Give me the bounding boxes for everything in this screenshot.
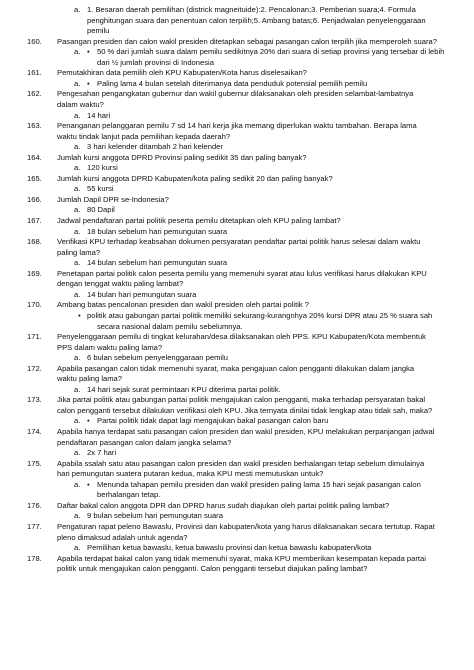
question-number: 166. bbox=[27, 194, 42, 204]
answer-letter: a. bbox=[74, 142, 81, 152]
answer-letter: a. bbox=[74, 258, 81, 268]
answer-letter: a. bbox=[74, 353, 81, 363]
question-text-cont: pleno dimaksud adalah untuk agenda? bbox=[57, 532, 188, 542]
question-text-cont: dalam waktu? bbox=[57, 99, 104, 109]
question-number: 165. bbox=[27, 173, 42, 183]
question-text-cont: waktu paling lama? bbox=[57, 374, 123, 384]
answer-letter: a. bbox=[74, 511, 81, 521]
bullet-icon: ▪ bbox=[87, 78, 90, 88]
bullet-icon: ▪ bbox=[87, 47, 90, 57]
question-text: Jumlah kursi anggota DPRD Provinsi paling sedikit 35 dan paling banyak? bbox=[57, 152, 307, 162]
answer-text-cont: pemilu bbox=[87, 26, 110, 36]
question-number: 175. bbox=[27, 458, 42, 468]
question-text: Apabila pasangan calon tidak memenuhi syarat, maka pengajuan calon pengganti dilakukan dalam jangka bbox=[57, 363, 415, 373]
answer-letter: a. bbox=[74, 479, 81, 489]
question-text: Pengaturan rapat peleno Bawaslu, Provinsi dan kabupaten/kota yang harus dilaksanakan secara tertutup. Rapat bbox=[57, 521, 435, 531]
answer-letter: a. bbox=[74, 47, 81, 57]
question-text: Verifikasi KPU terhadap keabsahan dokumen persyaratan pendaftar partai politik harus selesai dalam waktu bbox=[57, 237, 421, 247]
question-text-cont: politik untuk mengajukan calon pengganti. Calon pengganti tersebut diajukan paling lambat? bbox=[57, 564, 368, 574]
question-number: 160. bbox=[27, 36, 42, 46]
question-text: Jika partai politik atau gabungan partai politik mengajukan calon pengganti, maka terhadap persyaratan bakal bbox=[57, 395, 426, 405]
answer-text: 2x 7 hari bbox=[87, 448, 117, 458]
answer-letter: a. bbox=[74, 163, 81, 173]
question-number: 161. bbox=[27, 68, 42, 78]
question-number: 172. bbox=[27, 363, 42, 373]
question-text: Penyelenggaraan pemilu di tingkat kelurahan/desa dilaksanakan oleh PPS. KPU Kabupaten/Kota membentuk bbox=[57, 332, 426, 342]
answer-text: Pemilihan ketua bawaslu, ketua bawaslu provinsi dan ketua bawaslu kabupaten/kota bbox=[87, 543, 372, 553]
question-number: 168. bbox=[27, 237, 42, 247]
answer-text: 14 hari sejak surat permintaan KPU diterima partai politik. bbox=[87, 384, 281, 394]
answer-letter: a. bbox=[74, 289, 81, 299]
answer-text: politik atau gabungan partai politik memiliki sekurang-kurangnhya 20% kursi DPR atau 25 % suara sah bbox=[87, 310, 433, 320]
question-text: Daftar bakal calon anggota DPR dan DPRD harus sudah diajukan oleh partai politik paling lambat? bbox=[57, 500, 390, 510]
question-number: 174. bbox=[27, 427, 42, 436]
answer-letter: a. bbox=[74, 543, 81, 553]
answer-letter: a. bbox=[74, 416, 81, 426]
answer-text: 14 bulan sebelum hari pemungutan suara bbox=[87, 258, 228, 268]
answer-text: Partai politik tidak dapat lagi mengajukan bakal pasangan calon baru bbox=[97, 416, 329, 426]
answer-text: 18 bulan sebelum hari pemungutan suara bbox=[87, 226, 228, 236]
answer-letter: a. bbox=[74, 205, 81, 215]
question-text-cont: calon pengganti tersebut dilakukan verifikasi oleh KPU. Jika ternyata dinilai tidak lengkap atau tidak sah, maka? bbox=[57, 405, 433, 415]
answer-text: 3 hari kelender ditambah 2 hari kelender bbox=[87, 142, 223, 152]
question-text: Pasangan presiden dan calon wakil presiden ditetapkan sebagai pasangan calon terpilih jika memperoleh suara? bbox=[57, 36, 437, 46]
question-text-cont: hari pemungutan suatera putaran kedua, maka KPU mesti memutuskan untuk? bbox=[57, 469, 324, 479]
answer-text: 120 kursi bbox=[87, 163, 118, 173]
answer-text: Paling lama 4 bulan setelah diterimanya data penduduk potensial pemilih pemilu bbox=[97, 78, 368, 88]
answer-text: 6 bulan sebelum penyelenggaraan pemilu bbox=[87, 353, 229, 363]
question-text: Apabila ssalah satu atau pasangan calon presiden dan wakil presiden berhalangan tetap sebelum dimulainya bbox=[57, 458, 425, 468]
answer-letter: a. bbox=[74, 5, 81, 14]
question-text: Jumlah Dapil DPR se-Indonesia? bbox=[57, 194, 169, 204]
question-number: 173. bbox=[27, 395, 42, 405]
answer-text-cont: penghitungan suara dan penentuan calon terpilih;5. Ambang batas;6. Penjadwalan penyelenggaraan bbox=[87, 15, 426, 25]
answer-text: Menunda tahapan pemilu presiden dan wakil presiden paling lama 15 hari sejak pasangan calon bbox=[97, 479, 421, 489]
answer-text: 80 Dapil bbox=[87, 205, 115, 215]
question-number: 178. bbox=[27, 553, 42, 563]
answer-text-cont: berhalangan tetap. bbox=[97, 490, 161, 500]
question-text: Jumlah kursi anggota DPRD Kabupaten/kota paling sedikit 20 dan paling banyak? bbox=[57, 173, 333, 183]
question-number: 169. bbox=[27, 268, 42, 278]
question-number: 164. bbox=[27, 152, 42, 162]
answer-text: 55 kursi bbox=[87, 184, 114, 194]
question-text: Pemutakhiran data pemilih oleh KPU Kabupaten/Kota harus diselesaikan? bbox=[57, 68, 307, 78]
bullet-icon: ▪ bbox=[87, 479, 90, 489]
question-text-cont: waktu tindak lanjut pada pemilihan kepada daerah? bbox=[57, 131, 231, 141]
answer-text-cont: dari ½ jumlah provinsi di Indonesia bbox=[97, 57, 214, 67]
answer-text-cont: secara nasional dalam pemilu sebelumnya. bbox=[97, 321, 243, 331]
answer-text: 9 bulan sebelum hari pemungutan suara bbox=[87, 511, 223, 521]
answer-letter: a. bbox=[74, 226, 81, 236]
answer-letter: a. bbox=[74, 110, 81, 120]
question-text: Apabila terdapat bakal calon yang tidak memenuhi syarat, maka KPU memberikan kesempatan kepada partai bbox=[57, 553, 426, 563]
question-text-cont: PPS dalam waktu paling lama? bbox=[57, 342, 163, 352]
question-text: Pengesahan pengangkatan gubernur dan wakil gubernur dilaksanakan oleh presiden selambat-lambatnya bbox=[57, 89, 414, 99]
question-text: Ambang batas pencalonan presiden dan wakil presiden oleh partai politik ? bbox=[57, 300, 310, 310]
question-text-cont: paling lama? bbox=[57, 247, 101, 257]
question-text: Penanganan pelanggaran pemilu 7 sd 14 hari kerja jika memang diperlukan waktu tambahan. Berapa lama bbox=[57, 121, 417, 131]
question-number: 170. bbox=[27, 300, 42, 310]
answer-letter: a. bbox=[74, 78, 81, 88]
question-text: Apabila hanya terdapat satu pasangan calon presiden dan wakil presiden, KPU melakukan perpanjangan jadwal bbox=[57, 427, 435, 436]
answer-text: 50 % dari jumlah suara dalam pemilu sedikitnya 20% dari suara di setiap provinsi yang tersebar di lebih bbox=[97, 47, 445, 57]
question-text: Penetapan partai politik calon peserta pemilu yang memenuhi syarat atau lulus verifikasi harus dilakukan KPU bbox=[57, 268, 427, 278]
question-text: Jadwal pendaftaran partai politik peserta pemilu ditetapkan oleh KPU paling lambat? bbox=[57, 216, 341, 225]
question-number: 163. bbox=[27, 121, 42, 131]
answer-letter: a. bbox=[74, 448, 81, 458]
answer-text: 14 hari bbox=[87, 110, 111, 120]
question-number: 177. bbox=[27, 521, 42, 531]
answer-text: 1. Besaran daerah pemilihan (districk magneituide):2. Pencalonan;3. Pemberian suara;4. Formula bbox=[87, 5, 416, 14]
question-number: 176. bbox=[27, 500, 42, 510]
question-number: 167. bbox=[27, 216, 42, 225]
question-number: 162. bbox=[27, 89, 42, 99]
question-text-cont: dengan tenggat waktu paling lambat? bbox=[57, 279, 184, 289]
answer-letter: a. bbox=[74, 184, 81, 194]
question-text-cont: pendaftaran pasangan calon dalam jangka selama? bbox=[57, 437, 232, 447]
question-number: 171. bbox=[27, 332, 42, 342]
bullet-icon: ▪ bbox=[78, 310, 81, 320]
bullet-icon: ▪ bbox=[87, 416, 90, 426]
answer-letter: a. bbox=[74, 384, 81, 394]
answer-text: 14 bulan hari pemungutan suara bbox=[87, 289, 197, 299]
